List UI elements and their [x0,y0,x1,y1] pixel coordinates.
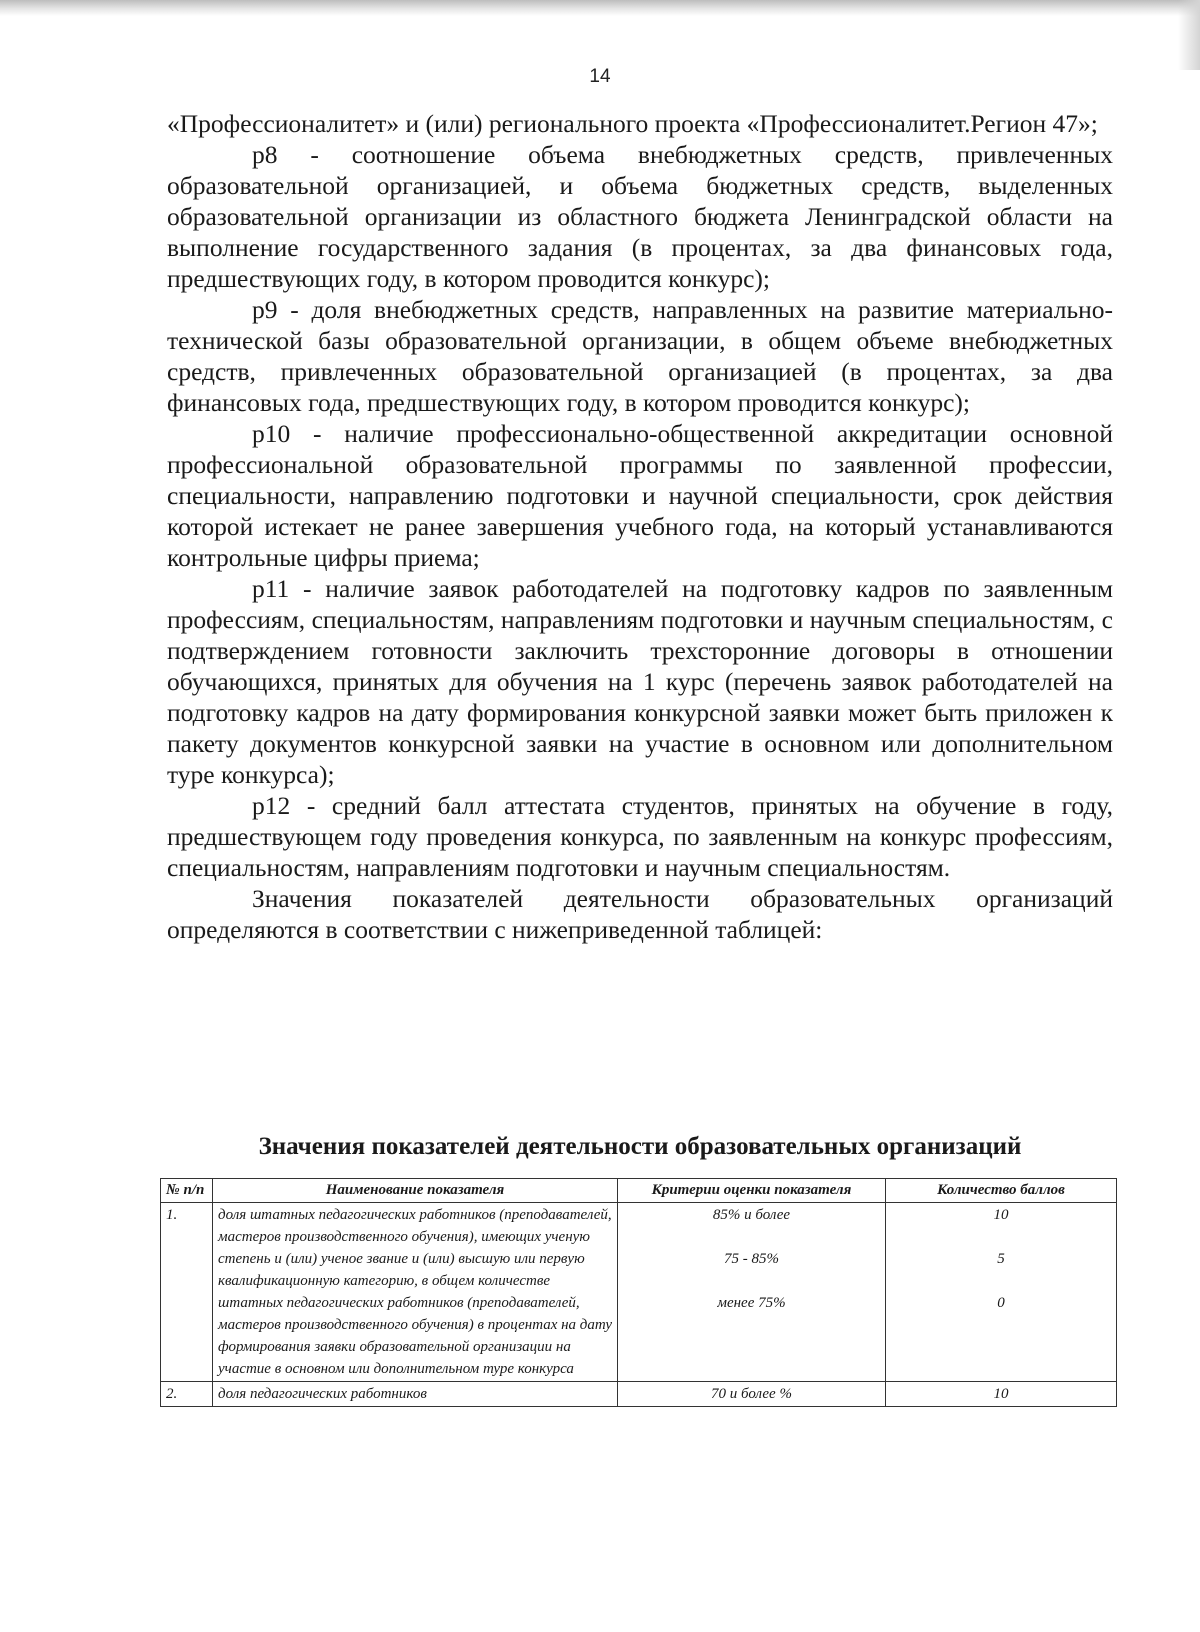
table-header-row [161,1179,1117,1203]
body-paragraph: Значения показателей деятельности образовательных организаций определяются в соответствии с нижеприведенной таблицей: [167,884,1113,944]
page-number: 14 [589,66,611,87]
criteria-item: менее 75% [717,1295,786,1311]
body-text [167,108,1113,945]
criteria-cell [618,1382,886,1407]
body-paragraph: p9 - доля внебюджетных средств, направленных на развитие материально-технической базы образовательной организации, в общем объеме внебюджетных средств, привлеченных образовательной организацией (в процентах, за два финансовых года, предшествующих году, в котором проводится конкурс); [167,295,1113,417]
indicator-name: доля штатных педагогических работников (преподавателей, мастеров производственного обучения), имеющих ученую степень и (или) ученое звание и (или) высшую или первую квалификационную категорию, в общем количестве штатных педагогических работников (преподавателей, мастеров производственного обучения) в процентах на дату формирования заявки образовательной организации на участие в основном или дополнительном туре конкурса [213,1203,618,1382]
score-item: 5 [997,1251,1005,1267]
score-item: 10 [993,1207,1009,1223]
score-list [891,1204,1111,1314]
header-number: № п/п [161,1179,213,1203]
score-item: 10 [993,1386,1009,1402]
table-row [161,1382,1117,1407]
body-paragraph: «Профессионалитет» и (или) регионального проекта «Профессионалитет.Регион 47»; [167,109,1098,138]
table-title: Значения показателей деятельности образовательных организаций [258,1133,1022,1160]
indicator-name-text: доля педагогических работников [218,1386,427,1402]
body-paragraph: p12 - средний балл аттестата студентов, принятых на обучение в году, предшествующем году проведения конкурса, по заявленным на конкурс профессиям, специальностям, направлениям подготовки и научным специальностям. [167,791,1113,882]
indicators-table [160,1178,1117,1407]
scan-corner-shadow [1178,0,1200,70]
header-score: Количество баллов [886,1179,1117,1203]
criteria-cell [618,1203,886,1382]
body-paragraph: p10 - наличие профессионально-общественной аккредитации основной профессиональной образовательной программы по заявленной профессии, специальности, направлению подготовки и научной специальности, срок действия которой истекает не ранее завершения учебного года, на который устанавливаются контрольные цифры приема; [167,419,1113,572]
criteria-item: 85% и более [712,1207,791,1223]
scan-top-edge [0,0,1200,16]
score-cell [886,1203,1117,1382]
header-name: Наименование показателя [213,1179,618,1203]
score-cell [886,1382,1117,1407]
row-number: 1. [161,1203,213,1382]
row-number: 2. [161,1382,213,1407]
criteria-item: 70 и более % [711,1386,792,1402]
header-criteria: Критерии оценки показателя [618,1179,886,1203]
table-row [161,1203,1117,1382]
score-item: 0 [997,1295,1005,1311]
criteria-item: 75 - 85% [724,1251,779,1267]
body-paragraph: p11 - наличие заявок работодателей на подготовку кадров по заявленным профессиям, специальностям, направлениям подготовки и научным специальностям, с подтверждением готовности заключить трехсторонние договоры в отношении обучающихся, принятых для обучения на 1 курс (перечень заявок работодателей на подготовку кадров на дату формирования конкурсной заявки может быть приложен к пакету документов конкурсной заявки на участие в основном или дополнительном туре конкурса); [167,574,1113,789]
body-paragraph: p8 - соотношение объема внебюджетных средств, привлеченных образовательной организацией, и объема бюджетных средств, выделенных образовательной организации из областного бюджета Ленинградской области на выполнение государственного задания (в процентах, за два финансовых года, предшествующих году, в котором проводится конкурс); [167,140,1113,293]
criteria-list [623,1204,880,1314]
indicator-name [213,1382,618,1407]
